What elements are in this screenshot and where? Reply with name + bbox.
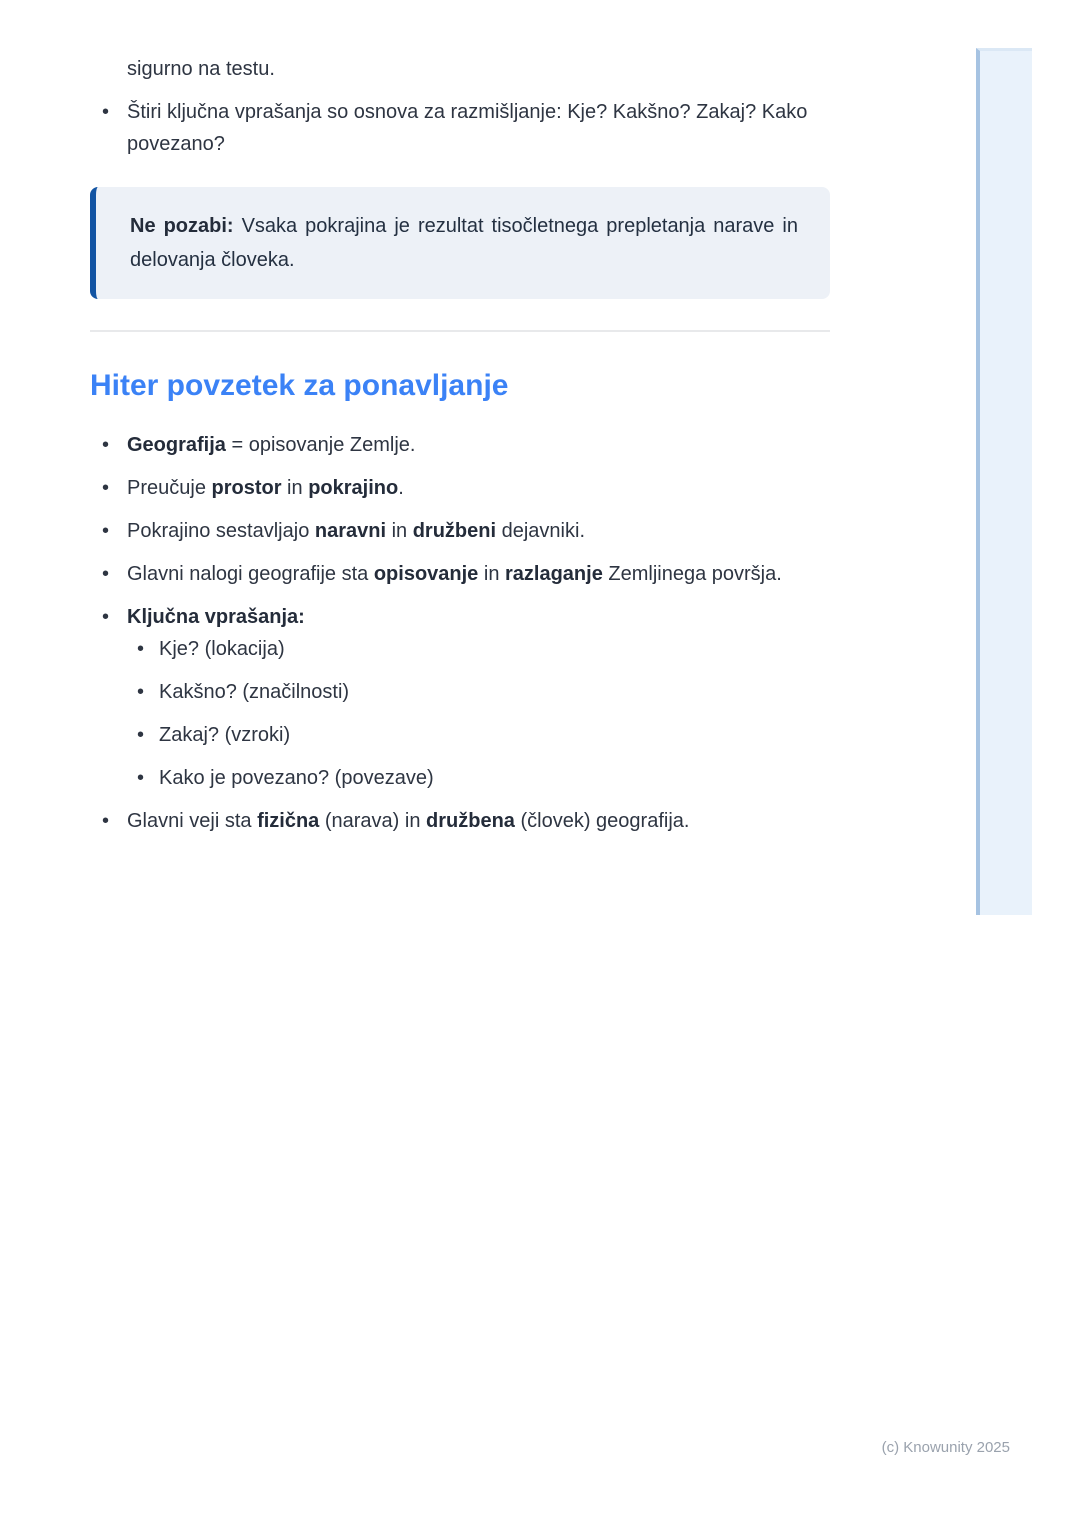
paragraph-continuation: sigurno na testu.: [127, 58, 275, 80]
list-item-text: Ključna vprašanja:: [127, 606, 305, 628]
list-item: [90, 472, 830, 504]
list-item: [127, 676, 830, 708]
divider: [90, 330, 830, 332]
list-item-text: Glavni nalogi geografije sta opisovanje in razlaganje Zemljinega površja.: [127, 563, 782, 585]
list-item-text: Štiri ključna vprašanja so osnova za razmišljanje: Kje? Kakšno? Zakaj? Kako povezano?: [127, 101, 808, 155]
sub-list: [127, 633, 830, 794]
list-item-text: Kako je povezano? (povezave): [159, 767, 434, 789]
list-item: [127, 719, 830, 751]
list-item-text: Geografija = opisovanje Zemlje.: [127, 434, 416, 456]
list-item-text: Glavni veji sta fizična (narava) in družbena (človek) geografija.: [127, 810, 690, 832]
page-content: [90, 0, 830, 848]
list-item: [90, 805, 830, 837]
list-item: [90, 601, 830, 794]
summary-list: [90, 429, 830, 837]
list-item: [127, 762, 830, 794]
callout-note: [90, 187, 830, 299]
list-item-text: Kakšno? (značilnosti): [159, 681, 350, 703]
section-title: Hiter povzetek za ponavljanje: [90, 369, 509, 402]
list-item: [90, 558, 830, 590]
list-item: [127, 633, 830, 665]
list-item-text: Kje? (lokacija): [159, 638, 285, 660]
list-item-text: Zakaj? (vzroki): [159, 724, 291, 746]
list-item: [90, 96, 830, 160]
footer-copyright: (c) Knowunity 2025: [881, 1439, 1010, 1456]
list-item: [90, 515, 830, 547]
list-item-text: Preučuje prostor in pokrajino.: [127, 477, 404, 499]
list-item-text: Pokrajino sestavljajo naravni in družbeni dejavniki.: [127, 520, 585, 542]
list-item: [90, 429, 830, 461]
page-edge-strip: [976, 48, 1032, 915]
intro-list: [90, 96, 830, 160]
callout-text: Ne pozabi: Vsaka pokrajina je rezultat tisočletnega prepletanja narave in delovanja človeka.: [130, 215, 798, 271]
